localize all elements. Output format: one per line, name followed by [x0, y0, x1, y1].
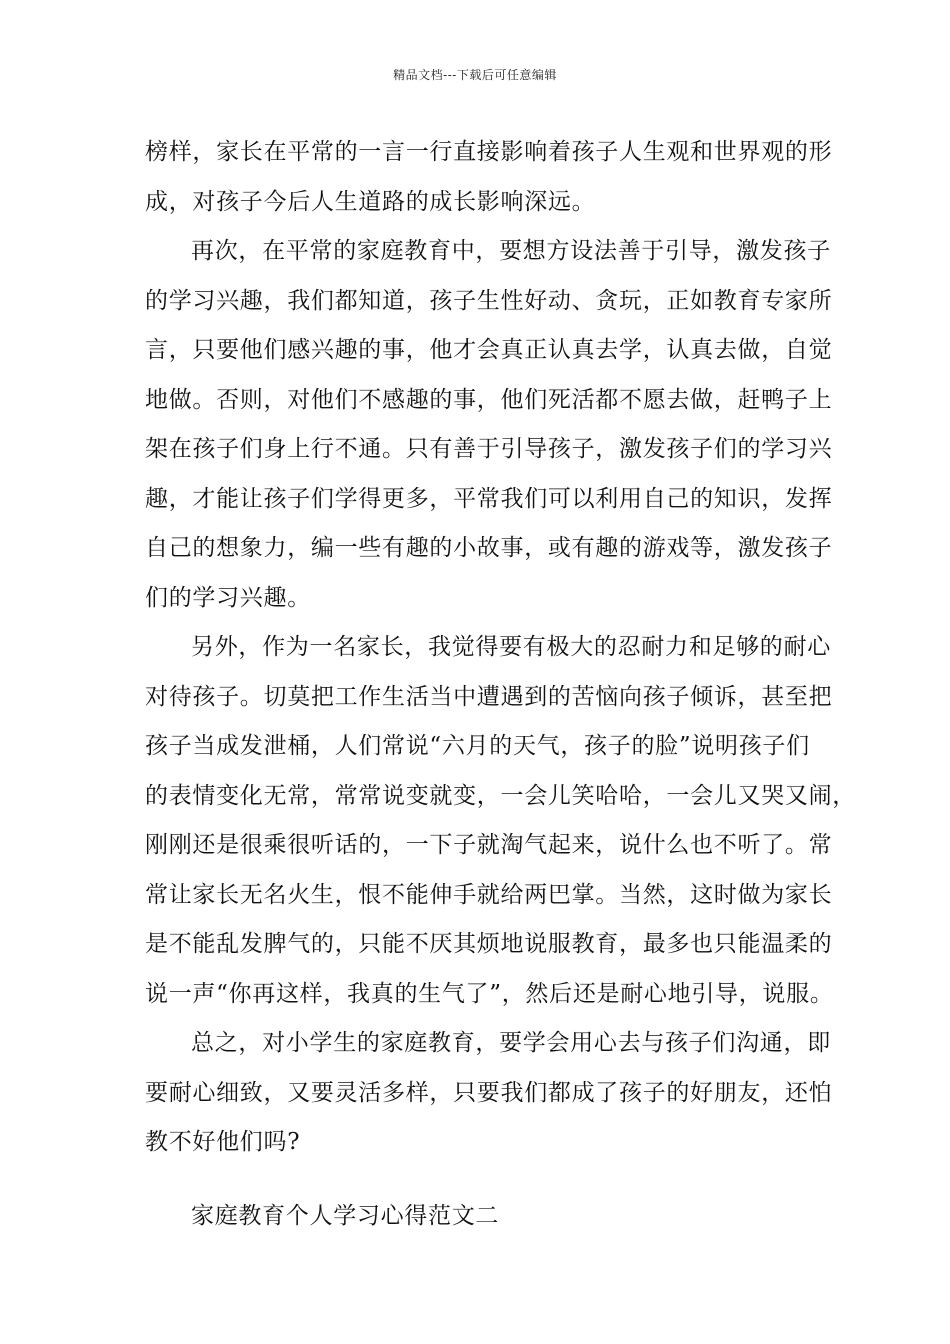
text-line: 成，对孩子今后人生道路的成长影响深远。: [145, 188, 596, 215]
text-line: 对待孩子。切莫把工作生活当中遭遇到的苦恼向孩子倾诉，甚至把: [145, 683, 833, 710]
text-line: 们的学习兴趣。: [145, 584, 311, 611]
text-line: 言，只要他们感兴趣的事，他才会真正认真去学，认真去做，自觉: [145, 337, 833, 363]
document-body: [145, 128, 856, 1241]
text-line: 的表情变化无常，常常说变就变，一会儿笑哈哈，一会儿又哭又闹，: [145, 782, 856, 809]
paragraph-start-line: 总之，对小学生的家庭教育，要学会用心去与孩子们沟通，即: [191, 1030, 831, 1056]
text-line: 地做。否则，对他们不感趣的事，他们死活都不愿去做，赶鸭子上: [145, 386, 833, 413]
paragraph-start-line: 再次，在平常的家庭教育中，要想方设法善于引导，激发孩子: [191, 238, 831, 264]
text-line: 孩子当成发泄桶，人们常说“六月的天气，孩子的脸”说明孩子们: [145, 733, 810, 759]
text-line: 架在孩子们身上行不通。只有善于引导孩子，激发孩子们的学习兴: [145, 436, 833, 462]
text-line: 自己的想象力，编一些有趣的小故事，或有趣的游戏等，激发孩子: [145, 535, 833, 561]
text-line: 常让家长无名火生，恨不能伸手就给两巴掌。当然，这时做为家长: [145, 881, 833, 908]
page-header: 精品文档---下载后可任意编辑: [393, 68, 557, 82]
text-line: 榜样，家长在平常的一言一行直接影响着孩子人生观和世界观的形: [145, 139, 833, 165]
text-line: 是不能乱发脾气的，只能不厌其烦地说服教育，最多也只能温柔的: [145, 931, 833, 957]
text-line: 要耐心细致，又要灵活多样，只要我们都成了孩子的好朋友，还怕: [145, 1079, 833, 1106]
text-line: 说一声“你再这样，我真的生气了”，然后还是耐心地引导，说服。: [145, 980, 834, 1007]
text-line: 刚刚还是很乘很听话的，一下子就淘气起来，说什么也不听了。常: [145, 832, 833, 858]
text-line: 教不好他们吗?: [145, 1129, 301, 1155]
paragraph-start-line: 另外，作为一名家长，我觉得要有极大的忍耐力和足够的耐心: [191, 634, 831, 660]
section-subtitle: 家庭教育个人学习心得范文二: [191, 1202, 500, 1229]
text-line: 趣，才能让孩子们学得更多，平常我们可以利用自己的知识，发挥: [145, 485, 833, 512]
text-line: 的学习兴趣，我们都知道，孩子生性好动、贪玩，正如教育专家所: [145, 287, 833, 314]
